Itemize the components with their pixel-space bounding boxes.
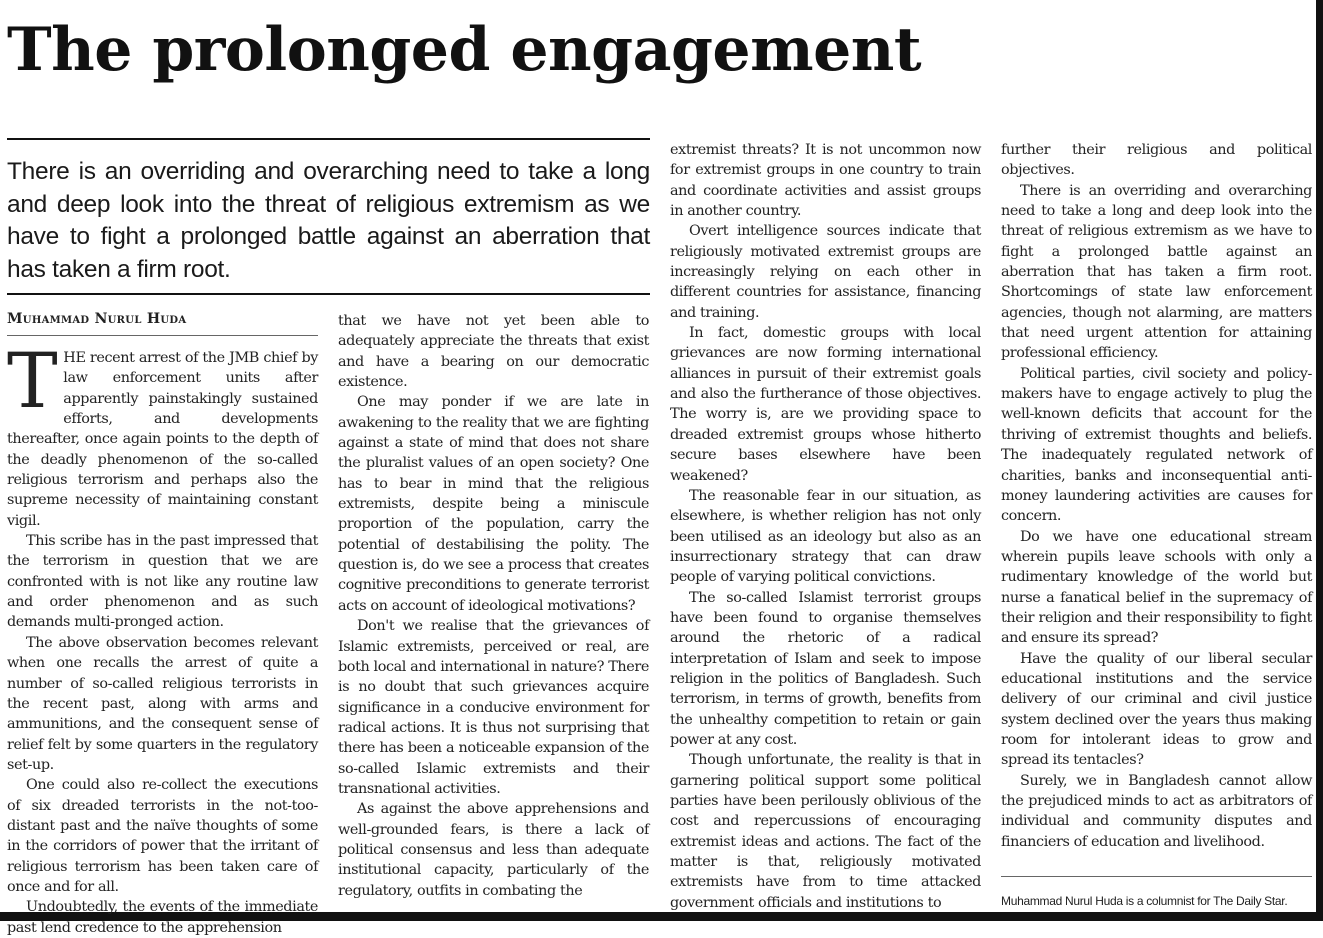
- paragraph: Do we have one educational stream wherein pupils leave schools with only a rudimentary knowledge of the world but nurse a fanatical belief in the supremacy of their religion and their responsibility to fight and ensure its spread?: [1001, 528, 1312, 647]
- paragraph: Surely, we in Bangladesh cannot allow the prejudiced minds to act as arbitrators of individual and community disputes and financiers of education and livelihood.: [1001, 772, 1312, 850]
- paragraph: As against the above apprehensions and well-grounded fears, is there a lack of political consensus and less than adequate institutional capacity, particularly of the regulatory, outfits in combating the: [338, 801, 649, 899]
- byline: Muhammad Nurul Huda: [7, 311, 187, 327]
- article-column-1: [7, 336, 318, 936]
- article-column-2: [338, 311, 649, 912]
- page-frame-right: [1316, 0, 1323, 921]
- paragraph-continued: extremist threats? It is not uncommon now for extremist groups in one country to train and coordinate activities and assist groups in another country.: [670, 142, 981, 220]
- headline: The prolonged engagement: [7, 15, 922, 85]
- paragraph: In fact, domestic groups with local grievances are now forming international alliances in pursuit of their extremist goals and also the furtherance of those objectives. The worry is, are we providing space to dreaded extremist groups whose hitherto secure bases elsewhere have been weakened?: [670, 325, 981, 484]
- article-column-3: [670, 140, 981, 912]
- paragraph: One could also re-collect the executions of six dreaded terrorists in the not-too-distant past and the naïve thoughts of some in the corridors of power that the irritant of religious terrorism has been taken care of once and for all.: [7, 777, 318, 895]
- lead-caps: HE: [63, 350, 86, 366]
- paragraph: This scribe has in the past impressed that the terrorism in question that we are confronted with is not like any routine law and order phenomenon and as such demands multi-pronged action.: [7, 533, 318, 631]
- paragraph: The above observation becomes relevant when one recalls the arrest of quite a number of so-called religious terrorists in the recent past, along with arms and ammunitions, and the consequent sense of relief felt by some quarters in the regulatory set-up.: [7, 634, 318, 773]
- deck-bottom-rule: [7, 293, 650, 295]
- article-column-4: [1001, 140, 1312, 860]
- lead-paragraph: [7, 336, 318, 531]
- deck-summary: There is an overriding and overarching need to take a long and deep look into the threat of religious extremism as we have to fight a prolonged battle against an aberration that has taken a firm root.: [7, 158, 650, 283]
- paragraph: Political parties, civil society and policy-makers have to engage actively to plug the well-known deficits that account for the thriving of extremist thoughts and beliefs. The inadequately regulated network of charities, banks and inconsequential anti-money laundering activities are causes for concern.: [1001, 365, 1312, 525]
- paragraph: One may ponder if we are late in awakening to the reality that we are fighting against a state of mind that does not share the pluralist values of an open society? One has to bear in mind that the religious extremists, despite being a miniscule proportion of the population, carry the potential of destabilising the polity. The question is, do we see a process that creates cognitive preconditions to generate terrorist acts on account of ideological motivations?: [338, 394, 649, 614]
- paragraph: There is an overriding and overarching need to take a long and deep look into the threat of religious extremism as we have to fight a prolonged battle against an aberration that has taken a firm root. Shortcomings of state law enforcement agencies, though not alarming, are matters that need urgent attention for attaining professional efficiency.: [1001, 182, 1312, 362]
- author-bio: Muhammad Nurul Huda is a columnist for The Daily Star.: [1001, 894, 1288, 908]
- paragraph: The so-called Islamist terrorist groups have been found to organise themselves around the rhetoric of a radical interpretation of Islam and seek to impose religion in the politics of Bangladesh. Such terrorism, in terms of growth, benefits from the unhealthy competition to retain or gain power at any cost.: [670, 589, 981, 748]
- paragraph: Though unfortunate, the reality is that in garnering political support some political parties have been perilously oblivious of the cost and repercussions of encouraging extremist ideas and actions. The fact of the matter is that, religiously motivated extremists have from to time attacked government officials and institutions to: [670, 752, 981, 911]
- paragraph: Overt intelligence sources indicate that religiously motivated extremist groups are increasingly relying on each other in different countries for assistance, financing and training.: [670, 223, 981, 321]
- paragraph-continued: that we have not yet been able to adequately appreciate the threats that exist and have a bearing on our democratic existence.: [338, 313, 649, 391]
- paragraph: Have the quality of our liberal secular educational institutions and the service delivery of our criminal and civil justice system declined over the years thus making room for intolerant ideas to grow and spread its tentacles?: [1001, 650, 1312, 769]
- paragraph: Don't we realise that the grievances of Islamic extremists, perceived or real, are both local and international in nature? There is no doubt that such grievances acquire significance in a conducive environment for radical actions. It is thus not surprising that there has been a noticeable expansion of the so-called Islamic extremists and their transnational activities.: [338, 618, 649, 797]
- drop-cap: T: [7, 336, 58, 425]
- paragraph-continued: further their religious and political objectives.: [1001, 142, 1312, 179]
- bio-rule: [1001, 876, 1312, 877]
- paragraph: The reasonable fear in our situation, as elsewhere, is whether religion has not only been utilised as an ideology but also as an insurrectionary strategy that can draw people of varying political convictions.: [670, 487, 981, 586]
- paragraph: Undoubtedly, the events of the immediate past lend credence to the apprehension: [7, 899, 318, 936]
- lead-text: recent arrest of the JMB chief by law enforcement units after apparently painstakingly sustained efforts, and developments thereafter, once again points to the depth of the deadly phenomenon of the so-called religious terrorism and perhaps also the supreme necessity of maintaining constant vigil.: [7, 350, 318, 529]
- deck-top-rule: [7, 138, 650, 140]
